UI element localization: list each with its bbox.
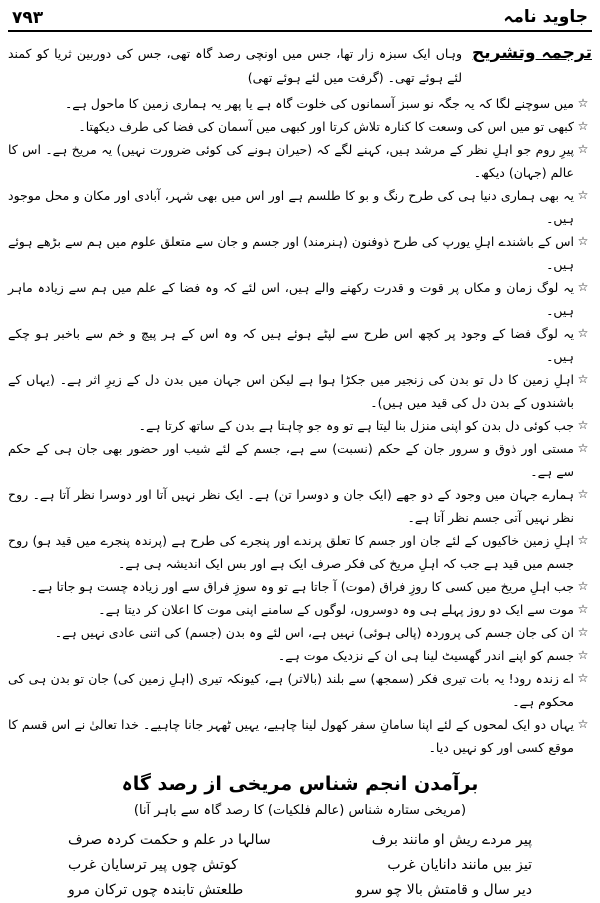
list-item (8, 276, 592, 322)
poem-title: برآمدن انجم شناس مریخی از رصد گاہ (121, 773, 479, 795)
star-icon: ☆ (577, 602, 589, 616)
star-icon: ☆ (577, 533, 589, 547)
star-icon: ☆ (577, 579, 589, 593)
verse-second-half: طلعتش تابندہ چوں ترکان مرو (68, 882, 244, 898)
star-icon: ☆ (577, 326, 589, 340)
list-item (8, 138, 592, 184)
verse-second-half: سالہا در علم و حکمت کردہ صرف (68, 832, 271, 848)
list-item (8, 598, 592, 621)
star-icon: ☆ (577, 441, 589, 455)
verse-first-half: دیر سال و قامتش بالا چو سرو (355, 882, 532, 898)
item-text: یہاں دو ایک لمحوں کے لئے اپنا سامانِ سفر کھول لینا چاہیے، یہیں ٹھہر جانا چاہیے۔ خدا تعالیٰ نے اس قسم کا موقع کسی اور کو نہیں دیا۔ (8, 717, 574, 755)
item-text: یہ بھی ہماری دنیا ہی کی طرح رنگ و بو کا طلسم ہے اور اس میں بھی شہر، آبادی اور مکان و محل موجود ہیں۔ (8, 188, 574, 226)
item-text: اس کے باشندے اہلِ یورپ کی طرح ذوفنون (ہنرمند) اور جسم و جان سے متعلق علوم میں ہم سے بڑھے ہوئے ہیں۔ (8, 234, 574, 272)
star-icon: ☆ (577, 96, 589, 110)
star-icon: ☆ (577, 648, 589, 662)
item-text: جب اہلِ مریخ میں کسی کا روزِ فراق (موت) آ جاتا ہے تو وہ سوزِ فراق سے اور زیادہ چست ہو جاتا ہے۔ (30, 579, 574, 594)
item-text: اہلِ زمین خاکیوں کے لئے جان اور جسم کا تعلق پرندے اور پنجرے کی طرح ہے (پرندہ پنجرے میں قید ہو) روح جسم میں قید ہے جب کہ اہلِ مریخ کی فکر صرف ایک ہے اور بس ایک اندیشہ ہی ہے۔ (8, 533, 574, 571)
star-icon: ☆ (577, 280, 589, 294)
star-icon: ☆ (577, 372, 589, 386)
star-icon: ☆ (577, 487, 589, 501)
page-header (8, 6, 592, 32)
list-item (8, 368, 592, 414)
list-item (8, 115, 592, 138)
section-intro-text: وہاں ایک سبزہ زار تھا، جس میں اونچی رصد گاہ تھی، جس کی دوربین ثریا کو کمند لئے ہوئے تھی۔ (گرفت میں لئے ہوئے تھی) (8, 46, 463, 85)
list-item (8, 92, 592, 115)
star-icon: ☆ (577, 625, 589, 639)
star-icon: ☆ (577, 119, 589, 133)
section-intro (8, 42, 592, 90)
item-text: ہمارے جہان میں وجود کے دو جھے (ایک جان و دوسرا تن) ہے۔ ایک نظر نہیں آتا اور دوسرا نظر آتا ہے۔ روح نظر نہیں آتی جسم نظر آتا ہے۔ (8, 487, 574, 525)
verse-first-half: پیر مردے ریش او مانند برف (371, 832, 532, 848)
item-text: یہ لوگ زمان و مکاں پر قوت و قدرت رکھنے والے ہیں، اس لئے کہ وہ فضا کے علم میں ہم سے زیادہ ماہر ہیں۔ (8, 280, 574, 318)
item-text: مستی اور ذوق و سرور جان کے حکم (نسبت) سے ہے، جسم کے لئے شیب اور حضور بھی جان ہی کے حکم سے ہے۔ (8, 441, 574, 479)
star-icon: ☆ (577, 188, 589, 202)
item-text: جسم کو اپنے اندر گھسیٹ لینا ہی ان کے نزدیک موت ہے۔ (277, 648, 574, 663)
list-item (8, 437, 592, 483)
verse-row (8, 853, 592, 878)
list-item (8, 230, 592, 276)
item-text: یہ لوگ فضا کے وجود پر کچھ اس طرح سے لپٹے ہوئے ہیں کہ وہ اس کے ہر پیچ و خم سے باخبر ہو چکے ہیں۔ (8, 326, 574, 364)
list-item (8, 184, 592, 230)
verse-row (8, 878, 592, 903)
poem-verses (8, 828, 592, 903)
star-icon: ☆ (577, 717, 589, 731)
list-item (8, 667, 592, 713)
section-heading: ترجمہ وتشریح (472, 43, 592, 63)
explanation-list (8, 92, 592, 759)
item-text: اے زندہ رود! یہ بات تیری فکر (سمجھ) سے بلند (بالاتر) ہے، کیونکہ تیری (اہلِ زمین کی) جان تو بدن ہی کی محکوم ہے۔ (8, 671, 574, 709)
list-item (8, 621, 592, 644)
item-text: میں سوچنے لگا کہ یہ جگہ نو سبز آسمانوں کی خلوت گاہ ہے یا پھر یہ ہماری زمین کا ماحول ہے۔ (64, 96, 574, 111)
item-text: ان کی جان جسم کی پروردہ (پالی ہوئی) نہیں ہے، اس لئے وہ بدن (جسم) کی اتنی عادی نہیں ہے۔ (54, 625, 574, 640)
verse-second-half: کوتش چوں پیر ترسایان غرب (68, 857, 238, 873)
book-title: جاوید نامہ (503, 7, 588, 27)
list-item (8, 483, 592, 529)
star-icon: ☆ (577, 234, 589, 248)
list-item (8, 414, 592, 437)
star-icon: ☆ (577, 142, 589, 156)
item-text: موت سے ایک دو روز پہلے ہی وہ دوسروں، لوگوں کے سامنے اپنی موت کا اعلان کر دیتا ہے۔ (98, 602, 574, 617)
item-text: پیرِ روم جو اہلِ نظر کے مرشد ہیں، کہنے لگے کہ (حیران ہونے کی کوئی ضرورت نہیں) یہ مریخ ہے۔ اس کا عالم (جہان) دیکھ۔ (8, 142, 574, 180)
list-item (8, 644, 592, 667)
list-item (8, 322, 592, 368)
poem-subtitle: (مریخی ستارہ شناس (عالم فلکیات) کا رصد گاہ سے باہر آنا) (133, 803, 467, 818)
star-icon: ☆ (577, 418, 589, 432)
list-item (8, 713, 592, 759)
page-number: ۷۹۳ (12, 8, 44, 28)
list-item (8, 529, 592, 575)
item-text: اہلِ زمین کا دل تو بدن کی زنجیر میں جکڑا ہوا ہے لیکن اس جہان میں بدن دل کے زیرِ اثر ہے۔ (یہاں کے باشندوں کے بدن دل کی قید میں ہیں)۔ (8, 372, 574, 410)
star-icon: ☆ (577, 671, 589, 685)
item-text: کبھی تو میں اس کی وسعت کا کنارہ تلاش کرتا اور کبھی میں آسمان کی فضا کی طرف دیکھتا۔ (78, 119, 574, 134)
verse-row (8, 828, 592, 853)
list-item (8, 575, 592, 598)
verse-first-half: تیز بیں مانند دانایان غرب (387, 857, 532, 873)
item-text: جب کوئی دل بدن کو اپنی منزل بنا لیتا ہے تو وہ جو چاہتا ہے بدن کے ساتھ کرتا ہے۔ (138, 418, 574, 433)
